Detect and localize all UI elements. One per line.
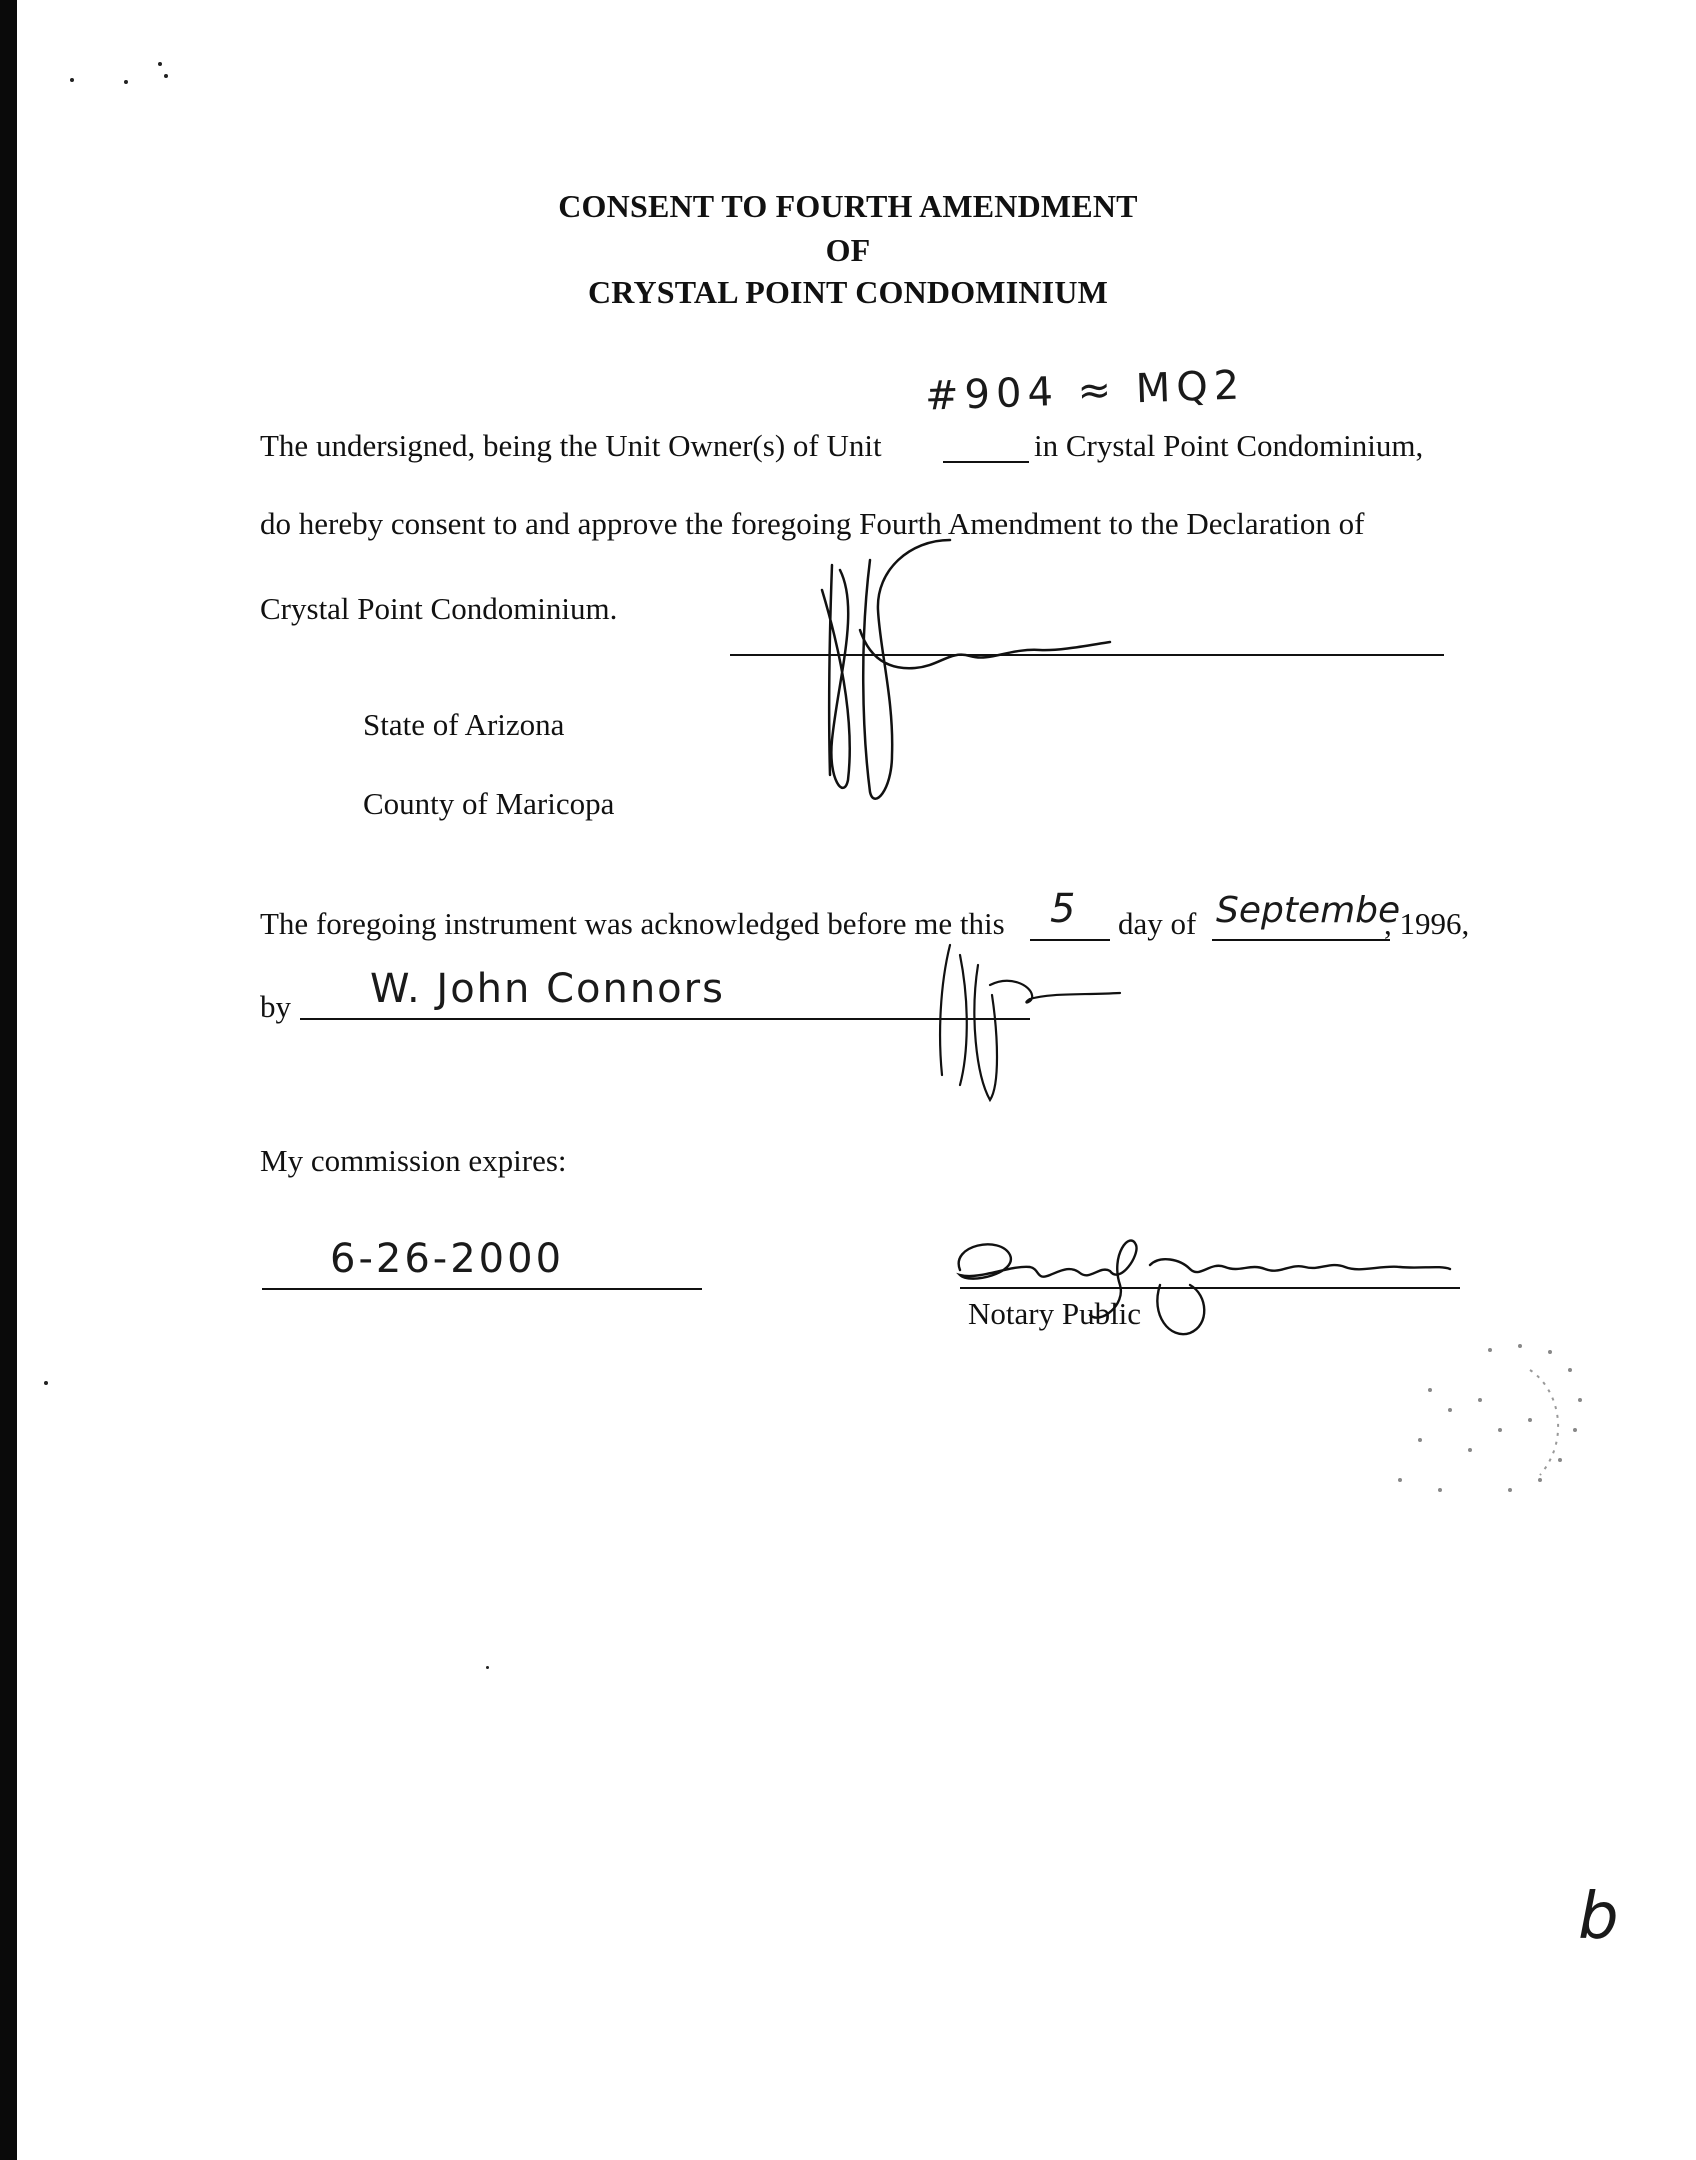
handwritten-month: Septembe — [1216, 890, 1401, 931]
consent-line-1-start: The undersigned, being the Unit Owner(s) of Unit — [260, 428, 882, 463]
acknowledgement-day-of: day of — [1118, 906, 1197, 941]
handwritten-unit-note: #904 ≈ MQ2 — [924, 362, 1246, 420]
document-title-line-2: OF — [825, 232, 871, 268]
unit-number-blank — [943, 461, 1029, 463]
handwritten-commission-date: 6-26-2000 — [330, 1236, 565, 1282]
notary-seal-impression — [1370, 1330, 1600, 1510]
consent-line-3: Crystal Point Condominium. — [260, 591, 618, 626]
notary-public-label: Notary Public — [968, 1296, 1142, 1331]
scan-speck — [44, 1381, 48, 1385]
owner-signature — [800, 530, 1130, 810]
acknowledgement-year: , 1996, — [1384, 906, 1470, 941]
notary-signature-line — [960, 1287, 1460, 1289]
document-title-line-1: CONSENT TO FOURTH AMENDMENT — [558, 188, 1138, 224]
scan-edge-bar — [0, 0, 17, 2160]
consent-line-2: do hereby consent to and approve the foregoing Fourth Amendment to the Declaration of — [260, 506, 1365, 541]
scan-speck — [124, 80, 128, 84]
handwritten-signer-name: W. John Connors — [370, 966, 725, 1012]
commission-date-line — [262, 1288, 702, 1290]
handwritten-day: 5 — [1050, 886, 1076, 932]
month-blank — [1212, 939, 1390, 941]
acknowledgement-text-start: The foregoing instrument was acknowledged before me this — [260, 906, 1005, 941]
scan-speck — [70, 78, 74, 82]
acknowledged-by-label: by — [260, 989, 291, 1024]
scan-speck — [158, 62, 162, 66]
notary-initial-signature — [920, 925, 1140, 1105]
scan-speck — [164, 74, 168, 78]
document-title-line-3: CRYSTAL POINT CONDOMINIUM — [587, 274, 1109, 310]
scan-speck — [486, 1666, 489, 1669]
venue-state: State of Arizona — [363, 707, 565, 742]
venue-county: County of Maricopa — [363, 786, 615, 821]
consent-line-1-end: in Crystal Point Condominium, — [1034, 428, 1424, 463]
commission-expires-label: My commission expires: — [260, 1143, 567, 1178]
handwritten-page-mark: b — [1578, 1880, 1619, 1954]
